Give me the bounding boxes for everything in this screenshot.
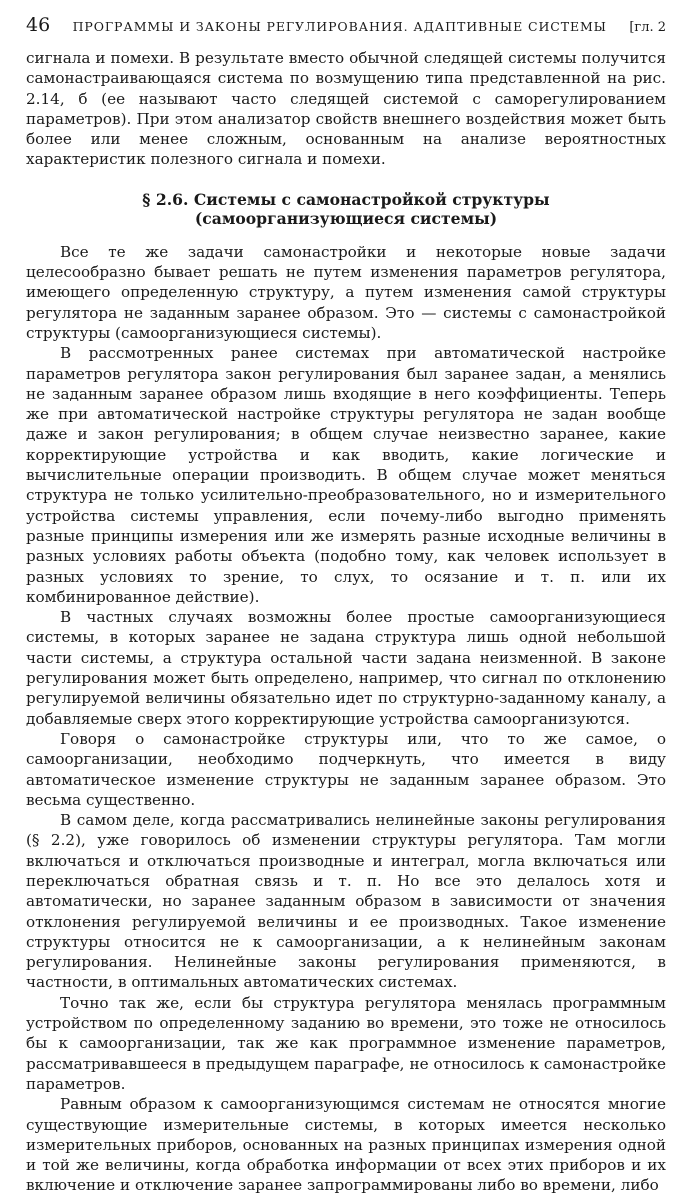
page-header xyxy=(26,14,666,48)
section-title-line2: (самоорганизующиеся системы) xyxy=(194,208,498,228)
intro-paragraph: сигнала и помехи. В результате вместо обычной следящей системы получится самонастраивающаяся система по возмущению типа представленной на рис. 2.14, б (ее называют часто следящей системой с саморегулированием параметров). При этом анализатор свойств внешнего воздействия может быть более или менее сложным, основанным на анализе вероятностных характеристик полезного сигнала и помехи. xyxy=(26,49,666,169)
body-text xyxy=(26,48,666,1196)
page xyxy=(26,14,666,1196)
paragraph: В рассмотренных ранее системах при автоматической настройке параметров регулятора закон регулирования был заранее задан, а менялись не заданным заранее образом лишь входящие в него коэффициенты. Теперь же при автоматической настройке структуры регулятора не задан вообще даже и закон регулирования; в общем случае неизвестно заранее, какие корректирующие устройства и как вводить, какие логические и вычислительные операции производить. В общем случае может меняться структура не только усилительно-преобразовательного, но и измерительного устройства системы управления, если почему-либо выгодно применять разные принципы измерения или же измерять разные исходные величины в разных условиях работы объекта (подобно тому, как человек использует в разных условиях то зрение, то слух, то осязание и т. п. или их комбинированное действие). xyxy=(26,344,666,606)
chapter-reference: [гл. 2 xyxy=(629,20,666,35)
paragraph: Говоря о самонастройке структуры или, что то же самое, о самоорганизации, необходимо подчеркнуть, что имеется в виду автоматическое изменение структуры не заданным заранее образом. Это весьма существенно. xyxy=(26,729,666,809)
paragraph: Равным образом к самоорганизующимся системам не относятся многие существующие измерительные системы, в которых имеется несколько измерительных приборов, основанных на разных принципах измерения одной и той же величины, когда обработка информации от всех этих приборов и их включение и отключение заранее запрограммированы либо во времени, либо xyxy=(26,1095,666,1195)
section-title-line1: § 2.6. Системы с самонастройкой структуры xyxy=(142,189,550,209)
paragraph: Точно так же, если бы структура регулятора менялась программным устройством по определенному заданию во времени, это тоже не относилось бы к самоорганизации, так же как программное изменение параметров, рассматривавшееся в предыдущем параграфе, не относилось к самонастройке параметров. xyxy=(26,993,666,1093)
page-number: 46 xyxy=(26,14,51,36)
paragraph: Все те же задачи самонастройки и некоторые новые задачи целесообразно бывает решать не путем изменения параметров регулятора, имеющего определенную структуру, а путем изменения самой структуры регулятора не заданным заранее образом. Это — системы с самонастройкой структуры (самоорганизующиеся системы). xyxy=(26,242,666,342)
paragraph: В частных случаях возможны более простые самоорганизующиеся системы, в которых заранее не задана структура лишь одной небольшой части системы, а структура остальной части задана неизменной. В законе регулирования может быть определено, например, что сигнал по отклонению регулируемой величины обязательно идет по структурно-заданному каналу, а добавляемые сверх этого корректирующие устройства самоорганизуются. xyxy=(26,608,666,728)
running-title: ПРОГРАММЫ И ЗАКОНЫ РЕГУЛИРОВАНИЯ. АДАПТИВНЫЕ СИСТЕМЫ xyxy=(72,19,607,34)
paragraph: В самом деле, когда рассматривались нелинейные законы регулирования (§ 2.2), уже говорилось об изменении структуры регулятора. Там могли включаться и отключаться производные и интеграл, могла включаться или переключаться обратная связь и т. п. Но все это делалось хотя и автоматически, но заранее заданным образом в зависимости от значения отклонения регулируемой величины и ее производных. Такое изменение структуры относится не к самоорганизации, а к нелинейным законам регулирования. Нелинейные законы регулирования применяются, в частности, в оптимальных автоматических системах. xyxy=(26,811,666,992)
section-heading xyxy=(26,190,666,228)
